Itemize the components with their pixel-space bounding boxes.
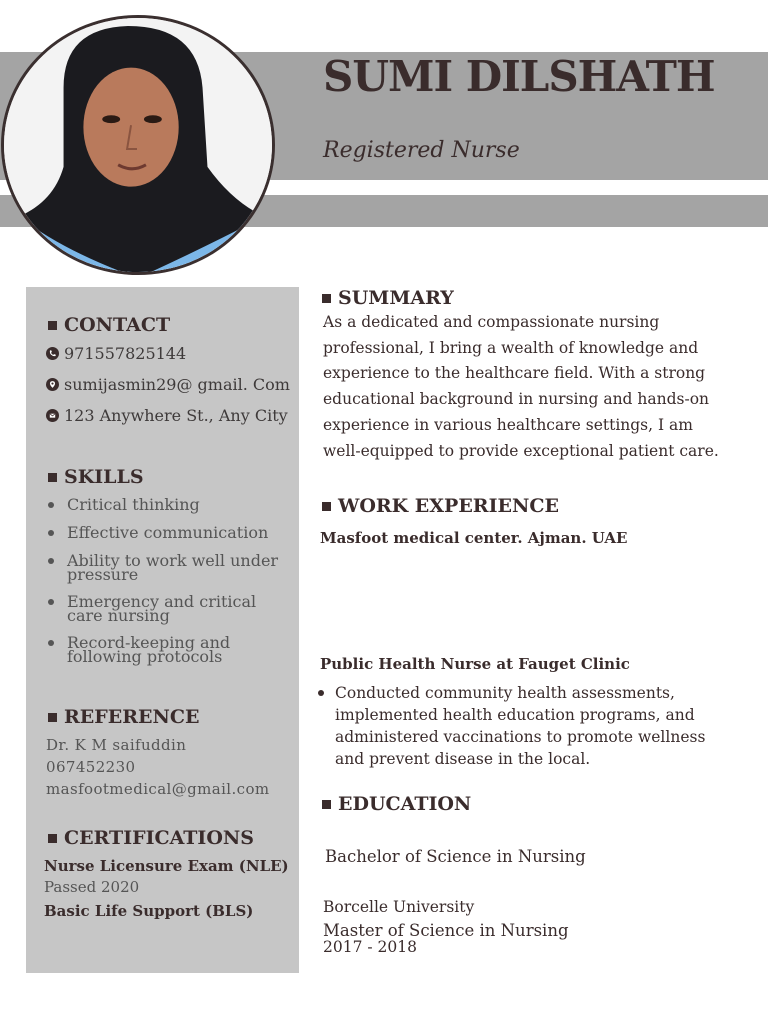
- square-bullet-icon: [322, 502, 331, 511]
- square-bullet-icon: [322, 800, 331, 809]
- reference-email: masfootmedical@gmail.com: [46, 780, 270, 798]
- job-bullet-list: [318, 682, 738, 770]
- job-entry-title: Masfoot medical center. Ajman. UAE: [320, 529, 628, 547]
- skill-item: Emergency and critical care nursing: [46, 595, 296, 623]
- location-pin-icon: [46, 378, 59, 391]
- profile-photo: [1, 15, 275, 275]
- summary-heading: SUMMARY: [322, 287, 454, 309]
- square-bullet-icon: [48, 713, 57, 722]
- square-bullet-icon: [48, 321, 57, 330]
- job-entry-title: Public Health Nurse at Fauget Clinic: [320, 655, 630, 673]
- contact-phone: 971557825144: [46, 344, 186, 363]
- phone-icon: [46, 347, 59, 360]
- education-years: 2017 - 2018: [323, 938, 417, 956]
- skill-item: Ability to work well under pressure: [46, 554, 296, 582]
- contact-email: sumijasmin29@ gmail. Com: [46, 375, 290, 394]
- envelope-icon: [46, 409, 59, 422]
- skills-heading: SKILLS: [48, 466, 144, 488]
- job-title: Registered Nurse: [323, 138, 520, 163]
- contact-heading: CONTACT: [48, 314, 170, 336]
- education-degree: Master of Science in Nursing: [323, 921, 569, 940]
- person-name: SUMI DILSHATH: [323, 52, 715, 101]
- skills-list: [46, 495, 296, 666]
- certification-title: Nurse Licensure Exam (NLE): [44, 857, 289, 875]
- certification-title: Basic Life Support (BLS): [44, 902, 254, 920]
- education-heading: EDUCATION: [322, 793, 471, 815]
- skill-item: Effective communication: [46, 526, 296, 540]
- education-university: Borcelle University: [323, 898, 475, 916]
- square-bullet-icon: [322, 294, 331, 303]
- reference-heading: REFERENCE: [48, 706, 200, 728]
- contact-address: 123 Anywhere St., Any City: [46, 406, 288, 425]
- skill-item: Record-keeping and following protocols: [46, 636, 296, 664]
- skill-item: Critical thinking: [46, 498, 296, 512]
- summary-text: As a dedicated and compassionate nursing professional, I bring a wealth of knowledge and experience to the healthcare field. With a strong educational background in nursing and hands-on experience in various healthcare settings, I am well-equipped to provide exceptional patient care.: [323, 313, 719, 460]
- square-bullet-icon: [48, 834, 57, 843]
- certification-note: Passed 2020: [44, 878, 140, 896]
- education-degree: Bachelor of Science in Nursing: [325, 847, 586, 866]
- work-experience-heading: WORK EXPERIENCE: [322, 495, 559, 517]
- square-bullet-icon: [48, 473, 57, 482]
- reference-name: Dr. K M saifuddin: [46, 736, 187, 754]
- job-bullet: Conducted community health assessments, implemented health education programs, and administered vaccinations to promote wellness and prevent disease in the local.: [318, 682, 738, 770]
- certifications-heading: CERTIFICATIONS: [48, 827, 254, 849]
- reference-phone: 067452230: [46, 758, 136, 776]
